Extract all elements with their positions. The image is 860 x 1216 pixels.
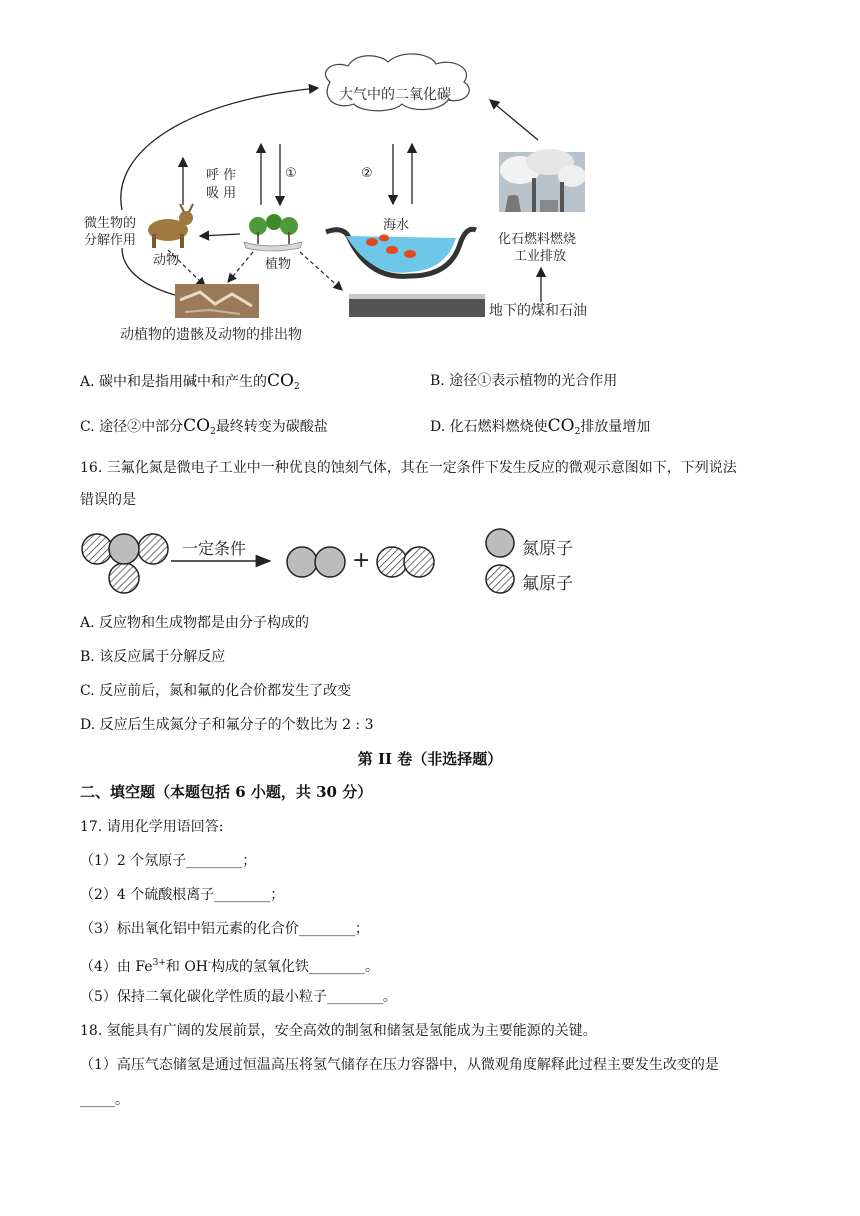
plant-label: 植物 [265, 257, 292, 272]
q15-option-d: D. 化石燃料燃烧使$CO_2$排放量增加 [430, 416, 651, 437]
coal-label: 地下的煤和石油 [489, 303, 587, 319]
coal-layer-illustration [349, 294, 485, 317]
remains-illustration [175, 284, 259, 318]
q18-item-1-line2: _____。 [80, 1092, 129, 1108]
legend-nitrogen-label: 氮原子 [522, 539, 573, 559]
q17-item-2: （2）4 个硫酸根离子________； [80, 887, 285, 903]
reaction-condition-label: 一定条件 [182, 539, 247, 558]
animal-illustration [148, 204, 193, 248]
reaction-diagram [76, 524, 596, 604]
q17-item-5: （5）保持二氧化碳化学性质的最小粒子________。 [80, 989, 397, 1005]
path-1-label: ① [285, 166, 297, 181]
part2-title: 第 II 卷（非选择题） [357, 750, 503, 768]
legend-fluorine-label: 氟原子 [522, 574, 573, 594]
q18-stem: 18. 氢能具有广阔的发展前景，安全高效的制氢和储氢是氢能成为主要能源的关键。 [80, 1023, 597, 1039]
q18-item-1-line1: （1）高压气态储氢是通过恒温高压将氢气储存在压力容器中，从微观角度解释此过程主要发生改变的是 [80, 1057, 719, 1073]
f2-molecule [377, 547, 434, 577]
legend-nitrogen-circle [486, 529, 514, 557]
seawater-illustration [326, 229, 476, 276]
factory-illustration [499, 149, 586, 212]
seawater-label: 海水 [383, 218, 410, 233]
fossil-label-2: 工业排放 [514, 249, 567, 264]
microbe-label-2: 分解作用 [84, 233, 137, 248]
q17-stem: 17. 请用化学用语回答: [80, 819, 224, 835]
carbon-cycle-diagram [0, 0, 860, 350]
respiration-label-2: 吸 用 [206, 186, 237, 201]
animal-label: 动物 [153, 253, 180, 268]
fossil-label-1: 化石燃料燃烧 [498, 232, 577, 247]
q17-item-1: （1）2 个氖原子________； [80, 853, 257, 869]
q16-option-d: D. 反应后生成氮分子和氟分子的个数比为 2 : 3 [80, 717, 374, 733]
plus-sign: + [352, 548, 371, 573]
nf3-molecule [82, 534, 168, 593]
cloud-label: 大气中的二氧化碳 [339, 87, 451, 103]
microbe-label-1: 微生物的 [84, 216, 137, 231]
q15-option-a: A. 碳中和是指用碱中和产生的$CO_2$ [80, 371, 300, 392]
respiration-label-1: 呼 作 [206, 168, 237, 183]
q17-item-4: （4）由 $Fe^{3+}$和 OH-构成的氢氧化铁________。 [80, 958, 380, 975]
section2-title: 二、填空题（本题包括 6 小题，共 30 分） [80, 783, 373, 801]
q15-option-b: B. 途径①表示植物的光合作用 [430, 373, 618, 389]
plant-illustration [244, 214, 302, 251]
q16-option-a: A. 反应物和生成物都是由分子构成的 [80, 615, 310, 631]
legend-fluorine-circle [486, 565, 514, 593]
n2-molecule [287, 547, 345, 577]
q17-item-3: （3）标出氧化铝中铝元素的化合价________； [80, 921, 369, 937]
path-2-label: ② [361, 166, 373, 181]
q16-option-c: C. 反应前后，氮和氟的化合价都发生了改变 [80, 683, 352, 699]
q16-option-b: B. 该反应属于分解反应 [80, 649, 226, 665]
remains-label: 动植物的遗骸及动物的排出物 [120, 327, 302, 343]
q16-stem-line2: 错误的是 [80, 492, 136, 508]
q15-option-c: C. 途径②中部分$CO_2$最终转变为碳酸盐 [80, 416, 328, 437]
q16-stem-line1: 16. 三氟化氮是微电子工业中一种优良的蚀刻气体，其在一定条件下发生反应的微观示意图如下，下列说法 [80, 460, 737, 476]
